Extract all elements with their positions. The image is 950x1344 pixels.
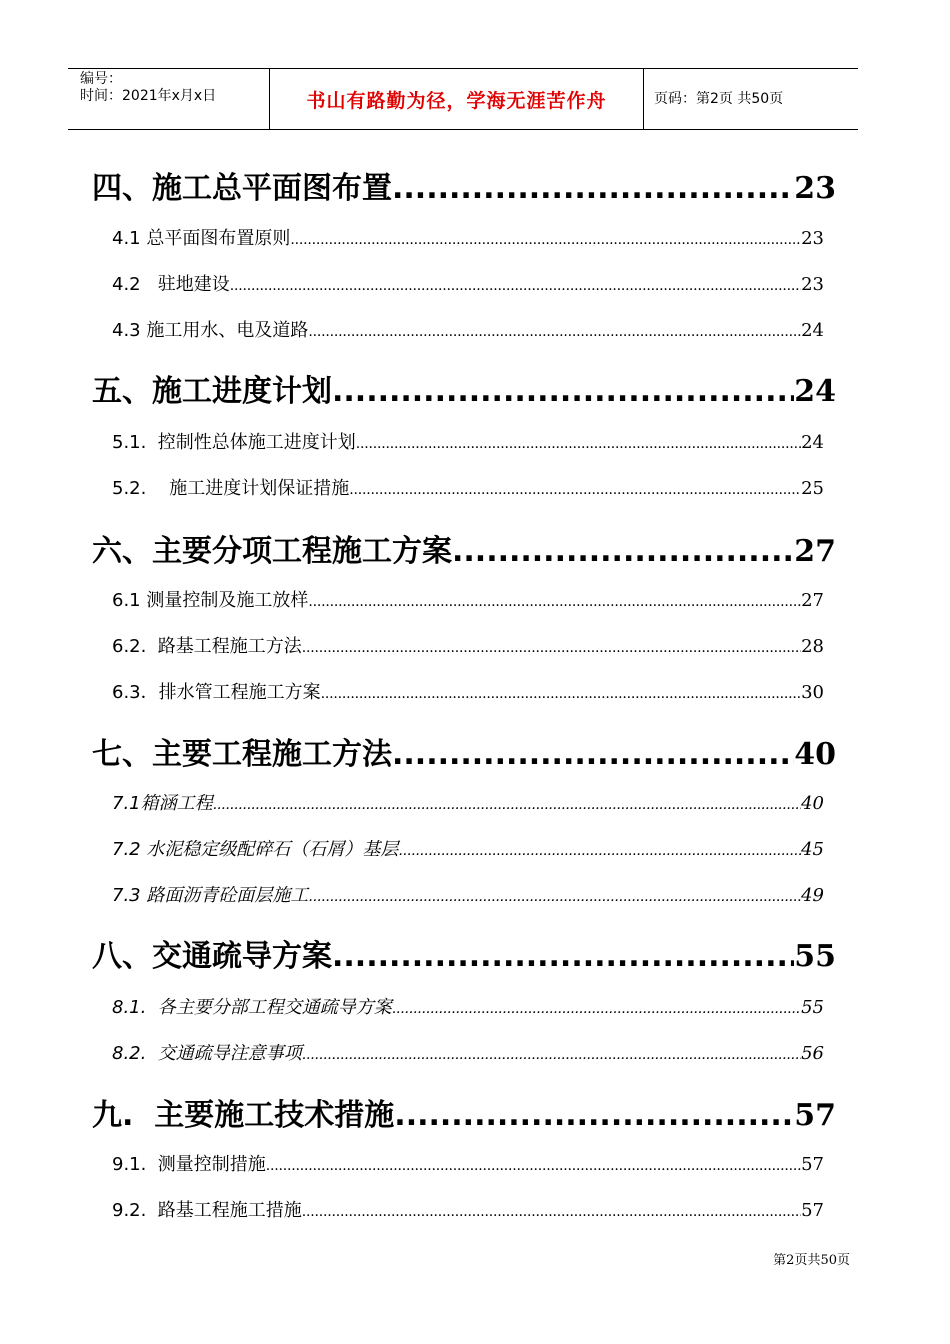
toc-entry-label: 4.3 施工用水、电及道路	[112, 320, 309, 341]
toc-section-entry[interactable]	[112, 789, 824, 815]
toc-entry-page-number: 55	[801, 997, 824, 1018]
toc-entry-label: 5.2. 施工进度计划保证措施	[112, 478, 350, 499]
toc-entry-label: 4.1 总平面图布置原则	[112, 228, 291, 249]
toc-entry-page-number: 55	[794, 939, 836, 974]
toc-entry-label: 五、施工进度计划	[92, 374, 332, 409]
toc-entry-label: 九. 主要施工技术措施	[92, 1098, 395, 1133]
toc-chapter-entry[interactable]	[92, 163, 836, 207]
toc-section-entry[interactable]	[112, 270, 824, 296]
toc-dot-leader	[302, 1204, 801, 1220]
toc-dot-leader	[266, 1158, 801, 1174]
toc-entry-label: 7.2 水泥稳定级配碎石（石屑）基层	[112, 839, 399, 860]
toc-dot-leader	[213, 797, 801, 813]
toc-entry-page-number: 24	[801, 432, 824, 453]
toc-entry-page-number: 40	[794, 737, 836, 772]
toc-entry-page-number: 23	[794, 171, 836, 206]
toc-dot-leader	[308, 889, 801, 905]
toc-dot-leader	[321, 686, 801, 702]
toc-section-entry[interactable]	[112, 881, 824, 907]
toc-entry-label: 7.3 路面沥青砼面层施工	[112, 885, 309, 906]
toc-entry-page-number: 24	[794, 374, 836, 409]
toc-entry-page-number: 57	[801, 1154, 824, 1175]
toc-entry-label: 5.1. 控制性总体施工进度计划	[112, 432, 356, 453]
toc-dot-leader	[302, 1047, 801, 1063]
toc-chapter-entry[interactable]	[92, 1090, 836, 1134]
page-footer: 第2页共50页	[773, 1253, 850, 1268]
toc-entry-page-number: 24	[801, 320, 824, 341]
toc-entry-page-number: 57	[794, 1098, 836, 1133]
toc-section-entry[interactable]	[112, 1150, 824, 1176]
toc-entry-page-number: 49	[801, 885, 824, 906]
toc-entry-page-number: 40	[801, 793, 824, 814]
toc-entry-label: 八、交通疏导方案	[92, 939, 332, 974]
toc-entry-label: 6.3．排水管工程施工方案	[112, 682, 321, 703]
toc-dot-leader	[392, 1001, 801, 1017]
toc-dot-leader	[349, 482, 801, 498]
toc-entry-label: 6.2. 路基工程施工方法	[112, 636, 302, 657]
document-number-label: 编号：	[80, 71, 122, 87]
toc-section-entry[interactable]	[112, 1039, 824, 1065]
toc-entry-label: 8.1. 各主要分部工程交通疏导方案	[112, 997, 392, 1018]
toc-section-entry[interactable]	[112, 1196, 824, 1222]
toc-dot-leader	[392, 171, 794, 206]
toc-dot-leader	[308, 594, 801, 610]
toc-entry-page-number: 30	[801, 682, 824, 703]
toc-entry-page-number: 27	[801, 590, 824, 611]
toc-section-entry[interactable]	[112, 428, 824, 454]
toc-dot-leader	[392, 737, 794, 772]
toc-entry-label: 七、主要工程施工方法	[92, 737, 392, 772]
toc-section-entry[interactable]	[112, 474, 824, 500]
header-meta	[68, 69, 270, 129]
toc-dot-leader	[308, 324, 801, 340]
toc-entry-page-number: 45	[801, 839, 824, 860]
document-time-label: 时间：2021年x月x日	[80, 88, 217, 104]
toc-entry-label: 6.1 测量控制及施工放样	[112, 590, 309, 611]
toc-section-entry[interactable]	[112, 993, 824, 1019]
toc-entry-label: 四、施工总平面图布置	[92, 171, 392, 206]
toc-dot-leader	[356, 436, 801, 452]
toc-entry-label: 7.1箱涵工程	[112, 793, 213, 814]
header-page-cell	[644, 69, 858, 129]
toc-chapter-entry[interactable]	[92, 366, 836, 410]
header-motto-cell	[270, 69, 644, 129]
toc-entry-page-number: 57	[801, 1200, 824, 1221]
toc-section-entry[interactable]	[112, 678, 824, 704]
page-header	[68, 68, 858, 130]
toc-dot-leader	[332, 374, 794, 409]
header-page-info: 页码：第2页 共50页	[654, 90, 784, 107]
toc-dot-leader	[398, 843, 801, 859]
toc-dot-leader	[332, 939, 794, 974]
toc-dot-leader	[394, 1098, 794, 1133]
header-motto: 书山有路勤为径，学海无涯苦作舟	[306, 89, 607, 112]
toc-chapter-entry[interactable]	[92, 931, 836, 975]
toc-entry-page-number: 23	[801, 228, 824, 249]
toc-dot-leader	[452, 534, 794, 569]
toc-chapter-entry[interactable]	[92, 526, 836, 570]
toc-section-entry[interactable]	[112, 632, 824, 658]
toc-entry-page-number: 56	[801, 1043, 824, 1064]
toc-entry-label: 8.2. 交通疏导注意事项	[112, 1043, 302, 1064]
toc-section-entry[interactable]	[112, 316, 824, 342]
toc-section-entry[interactable]	[112, 224, 824, 250]
toc-dot-leader	[230, 278, 801, 294]
toc-entry-label: 4.2 驻地建设	[112, 274, 230, 295]
toc-entry-page-number: 27	[794, 534, 836, 569]
toc-entry-label: 六、主要分项工程施工方案	[92, 534, 452, 569]
toc-entry-label: 9.1. 测量控制措施	[112, 1154, 266, 1175]
toc-entry-page-number: 28	[801, 636, 824, 657]
toc-section-entry[interactable]	[112, 586, 824, 612]
toc-entry-label: 9.2. 路基工程施工措施	[112, 1200, 302, 1221]
toc-section-entry[interactable]	[112, 835, 824, 861]
toc-chapter-entry[interactable]	[92, 729, 836, 773]
toc-dot-leader	[302, 640, 801, 656]
toc-entry-page-number: 23	[801, 274, 824, 295]
toc-entry-page-number: 25	[801, 478, 824, 499]
toc-dot-leader	[290, 232, 801, 248]
